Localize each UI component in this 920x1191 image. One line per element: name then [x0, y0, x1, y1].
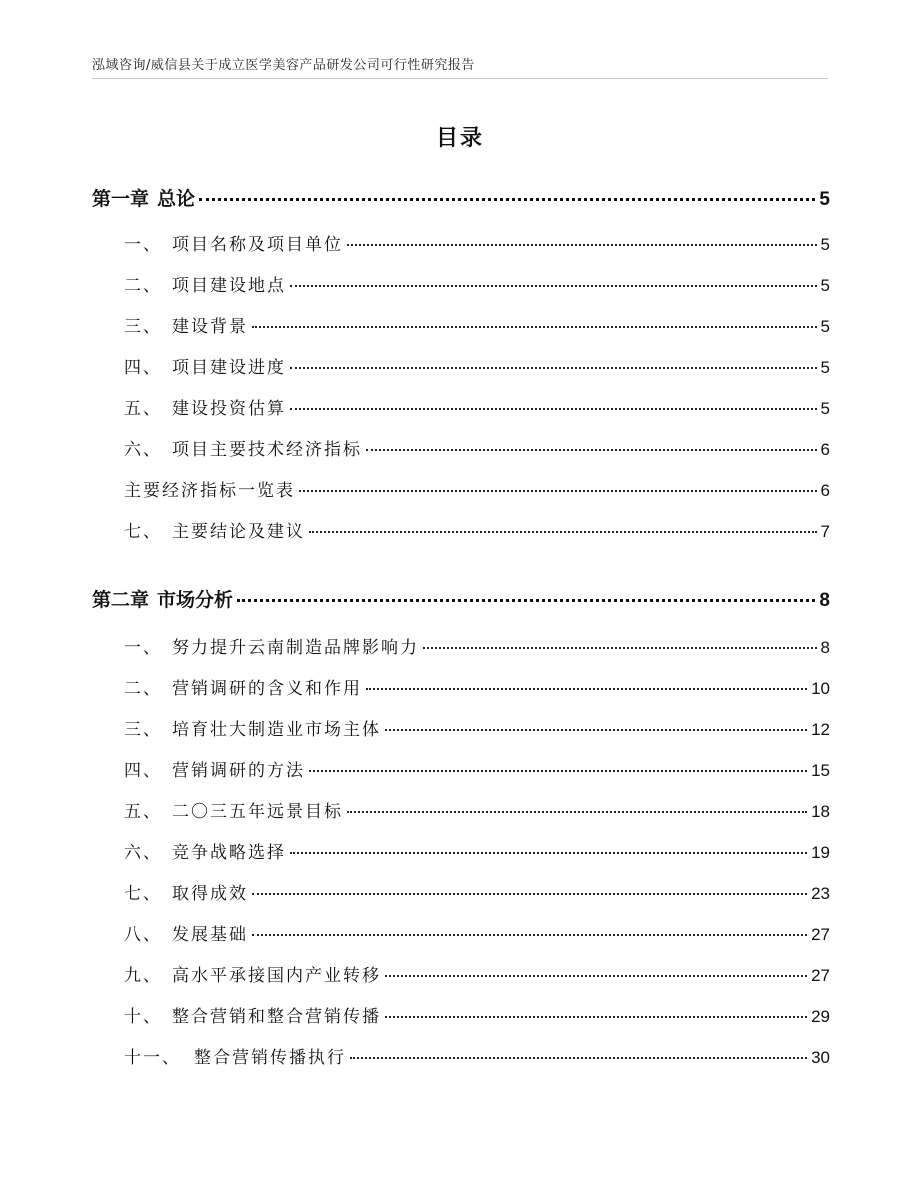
toc-entry[interactable] — [92, 633, 830, 658]
toc-entry-page: 6 — [820, 481, 830, 500]
toc-entry[interactable] — [92, 517, 830, 542]
toc-entry[interactable] — [92, 1043, 830, 1068]
dot-leader — [347, 811, 807, 813]
dot-leader — [309, 770, 807, 772]
dot-leader — [366, 449, 817, 451]
toc-entry-number: 四、 — [124, 358, 162, 378]
toc-entry-page: 5 — [820, 235, 830, 254]
toc-entry-number: 八、 — [124, 925, 162, 945]
toc-entry-label: 市场分析 — [157, 589, 234, 611]
dot-leader — [237, 599, 815, 602]
dot-leader — [423, 647, 817, 649]
dot-leader — [299, 490, 817, 492]
toc-entry-number: 七、 — [124, 884, 162, 904]
toc-entry[interactable] — [92, 961, 830, 986]
dot-leader — [290, 408, 817, 410]
toc-entry[interactable] — [92, 715, 830, 740]
dot-leader — [385, 975, 807, 977]
toc-entry-label: 整合营销和整合营销传播 — [172, 1007, 381, 1027]
toc-entry-page: 5 — [820, 358, 830, 377]
toc-entry-page: 8 — [820, 638, 830, 657]
dot-leader — [290, 285, 817, 287]
dot-leader — [309, 531, 817, 533]
toc-entry-number: 第一章 — [92, 188, 150, 210]
toc-entry-page: 27 — [811, 925, 830, 944]
toc-entry-number: 六、 — [124, 440, 162, 460]
dot-leader — [252, 934, 807, 936]
toc-entry-page: 5 — [820, 317, 830, 336]
toc-entry-number: 二、 — [124, 276, 162, 296]
toc-entry[interactable] — [92, 353, 830, 378]
toc-entry-number: 一、 — [124, 235, 162, 255]
toc-entry-number: 五、 — [124, 802, 162, 822]
page-title: 目录 — [435, 126, 484, 151]
toc-entry-label: 整合营销传播执行 — [194, 1048, 346, 1068]
toc-entry-number: 二、 — [124, 679, 162, 699]
toc-entry-label: 项目建设进度 — [172, 358, 286, 378]
toc-entry-label: 主要结论及建议 — [172, 522, 305, 542]
toc-entry-label: 高水平承接国内产业转移 — [172, 966, 381, 986]
toc-entry-label: 努力提升云南制造品牌影响力 — [172, 638, 419, 658]
toc-entry-number: 三、 — [124, 317, 162, 337]
toc-entry-page: 5 — [820, 276, 830, 295]
dot-leader — [350, 1057, 807, 1059]
running-header: 泓域咨询/威信县关于成立医学美容产品研发公司可行性研究报告 — [92, 58, 475, 73]
toc-entry-page: 27 — [811, 966, 830, 985]
header-divider — [92, 78, 828, 79]
toc-entry-number: 第二章 — [92, 589, 150, 611]
dot-leader — [366, 688, 807, 690]
toc-entry-number: 七、 — [124, 522, 162, 542]
toc-entry-page: 5 — [819, 189, 830, 210]
toc-entry-label: 项目建设地点 — [172, 276, 286, 296]
toc-entry-number: 三、 — [124, 720, 162, 740]
toc-entry-number: 六、 — [124, 843, 162, 863]
toc-entry-page: 23 — [811, 884, 830, 903]
toc-entry-page: 15 — [811, 761, 830, 780]
toc-chapter-2[interactable] — [92, 585, 830, 612]
toc-entry-number: 一、 — [124, 638, 162, 658]
toc-entry-label: 二〇三五年远景目标 — [172, 802, 343, 822]
toc-entry-page: 30 — [811, 1048, 830, 1067]
toc-entry-label: 营销调研的含义和作用 — [172, 679, 362, 699]
toc-entry-page: 7 — [820, 522, 830, 541]
toc-entry-label: 主要经济指标一览表 — [124, 481, 295, 501]
toc-entry-page: 19 — [811, 843, 830, 862]
toc-entry[interactable] — [92, 1002, 830, 1027]
toc-entry-label: 营销调研的方法 — [172, 761, 305, 781]
toc-entry[interactable] — [92, 271, 830, 296]
toc-entry-label: 竞争战略选择 — [172, 843, 286, 863]
toc-entry-page: 5 — [820, 399, 830, 418]
dot-leader — [290, 852, 807, 854]
toc-entry[interactable] — [92, 435, 830, 460]
toc-entry[interactable] — [92, 230, 830, 255]
toc-entry[interactable] — [92, 674, 830, 699]
toc-entry-page: 12 — [811, 720, 830, 739]
toc-chapter-1[interactable] — [92, 184, 830, 211]
toc-entry-page: 8 — [819, 590, 830, 611]
toc-entry-label: 建设背景 — [172, 317, 248, 337]
toc-entry-page: 6 — [820, 440, 830, 459]
toc-entry-page: 18 — [811, 802, 830, 821]
toc-entry[interactable] — [92, 756, 830, 781]
toc-entry-page: 10 — [811, 679, 830, 698]
dot-leader — [252, 893, 807, 895]
dot-leader — [199, 198, 815, 201]
toc-entry-label: 培育壮大制造业市场主体 — [172, 720, 381, 740]
dot-leader — [290, 367, 817, 369]
toc-entry-label: 建设投资估算 — [172, 399, 286, 419]
toc-entry[interactable] — [92, 920, 830, 945]
toc-entry[interactable] — [92, 312, 830, 337]
toc-entry-label: 发展基础 — [172, 925, 248, 945]
toc-entry[interactable] — [92, 394, 830, 419]
toc-entry-label: 总论 — [157, 188, 196, 210]
toc-entry[interactable] — [92, 797, 830, 822]
toc-entry-label: 项目名称及项目单位 — [172, 235, 343, 255]
toc-entry[interactable] — [92, 838, 830, 863]
toc-entry-label: 项目主要技术经济指标 — [172, 440, 362, 460]
toc-entry-page: 29 — [811, 1007, 830, 1026]
toc-entry-label: 取得成效 — [172, 884, 248, 904]
toc-entry-number: 五、 — [124, 399, 162, 419]
dot-leader — [252, 326, 817, 328]
toc-entry-number: 九、 — [124, 966, 162, 986]
toc-entry[interactable] — [92, 476, 830, 501]
dot-leader — [385, 729, 807, 731]
toc-entry[interactable] — [92, 879, 830, 904]
dot-leader — [385, 1016, 807, 1018]
toc-entry-number: 四、 — [124, 761, 162, 781]
toc-entry-number: 十、 — [124, 1007, 162, 1027]
dot-leader — [347, 244, 817, 246]
toc-entry-number: 十一、 — [124, 1048, 181, 1068]
